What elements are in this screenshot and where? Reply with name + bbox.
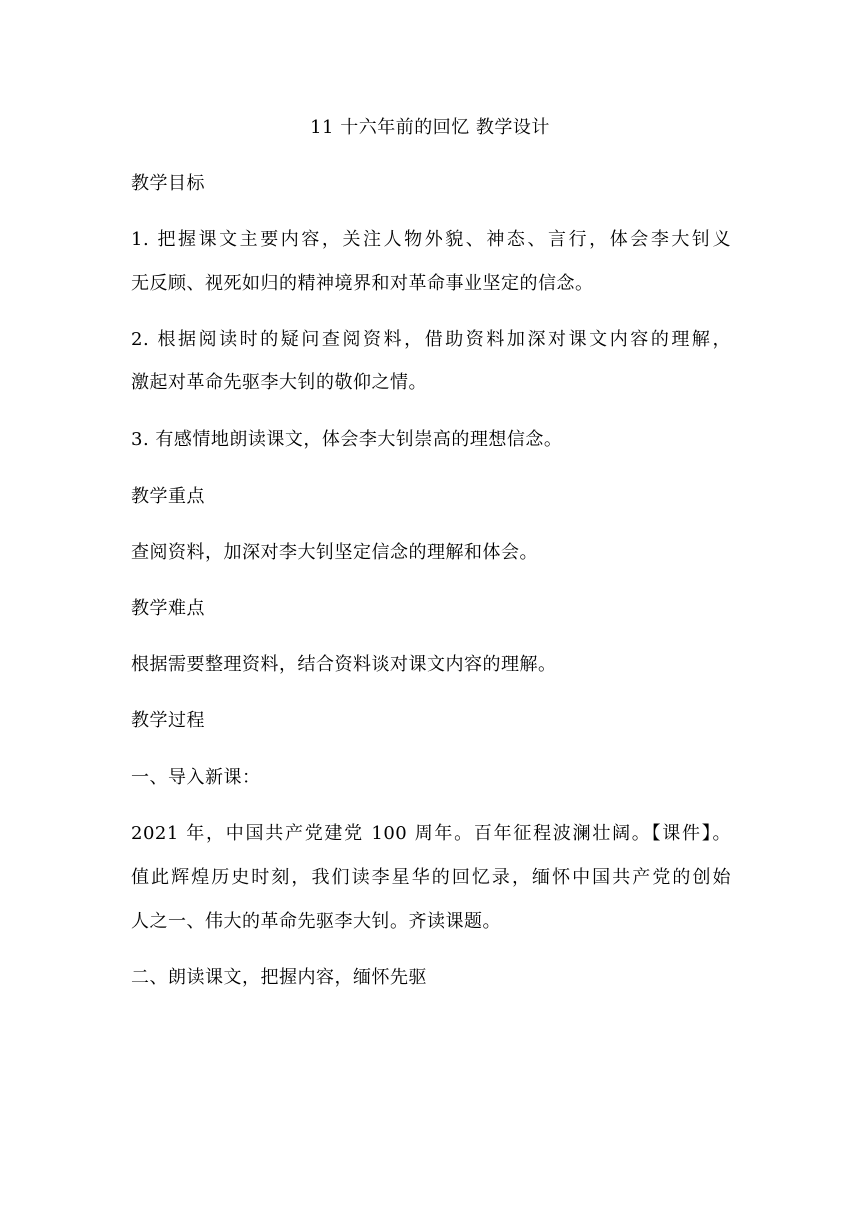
process-heading: 教学过程	[131, 710, 205, 731]
goals-heading: 教学目标	[131, 173, 205, 194]
key-points-heading: 教学重点	[131, 486, 205, 507]
difficulties-heading: 教学难点	[131, 598, 205, 619]
section-2-heading: 二、朗读课文，把握内容，缅怀先驱	[131, 967, 427, 988]
goal-3: 3. 有感情地朗读课文，体会李大钊崇高的理想信念。	[131, 429, 563, 450]
goal-1-line-1: 1. 把握课文主要内容，关注人物外貌、神态、言行，体会李大钊义	[131, 229, 731, 250]
intro-line-3: 人之一、伟大的革命先驱李大钊。齐读课题。	[131, 911, 501, 932]
goal-2-line-2: 激起对革命先驱李大钊的敬仰之情。	[131, 372, 427, 393]
goal-1-line-2: 无反顾、视死如归的精神境界和对革命事业坚定的信念。	[131, 273, 594, 294]
goal-2-line-1: 2. 根据阅读时的疑问查阅资料，借助资料加深对课文内容的理解，	[131, 329, 731, 350]
intro-line-2: 值此辉煌历史时刻，我们读李星华的回忆录，缅怀中国共产党的创始	[131, 867, 731, 888]
difficulties-text: 根据需要整理资料，结合资料谈对课文内容的理解。	[131, 654, 557, 675]
key-points-text: 查阅资料，加深对李大钊坚定信念的理解和体会。	[131, 542, 538, 563]
intro-line-1: 2021 年，中国共产党建党 100 周年。百年征程波澜壮阔。【课件】。	[131, 823, 731, 844]
document-title: 11 十六年前的回忆 教学设计	[310, 117, 550, 138]
section-1-heading: 一、导入新课：	[131, 767, 261, 788]
